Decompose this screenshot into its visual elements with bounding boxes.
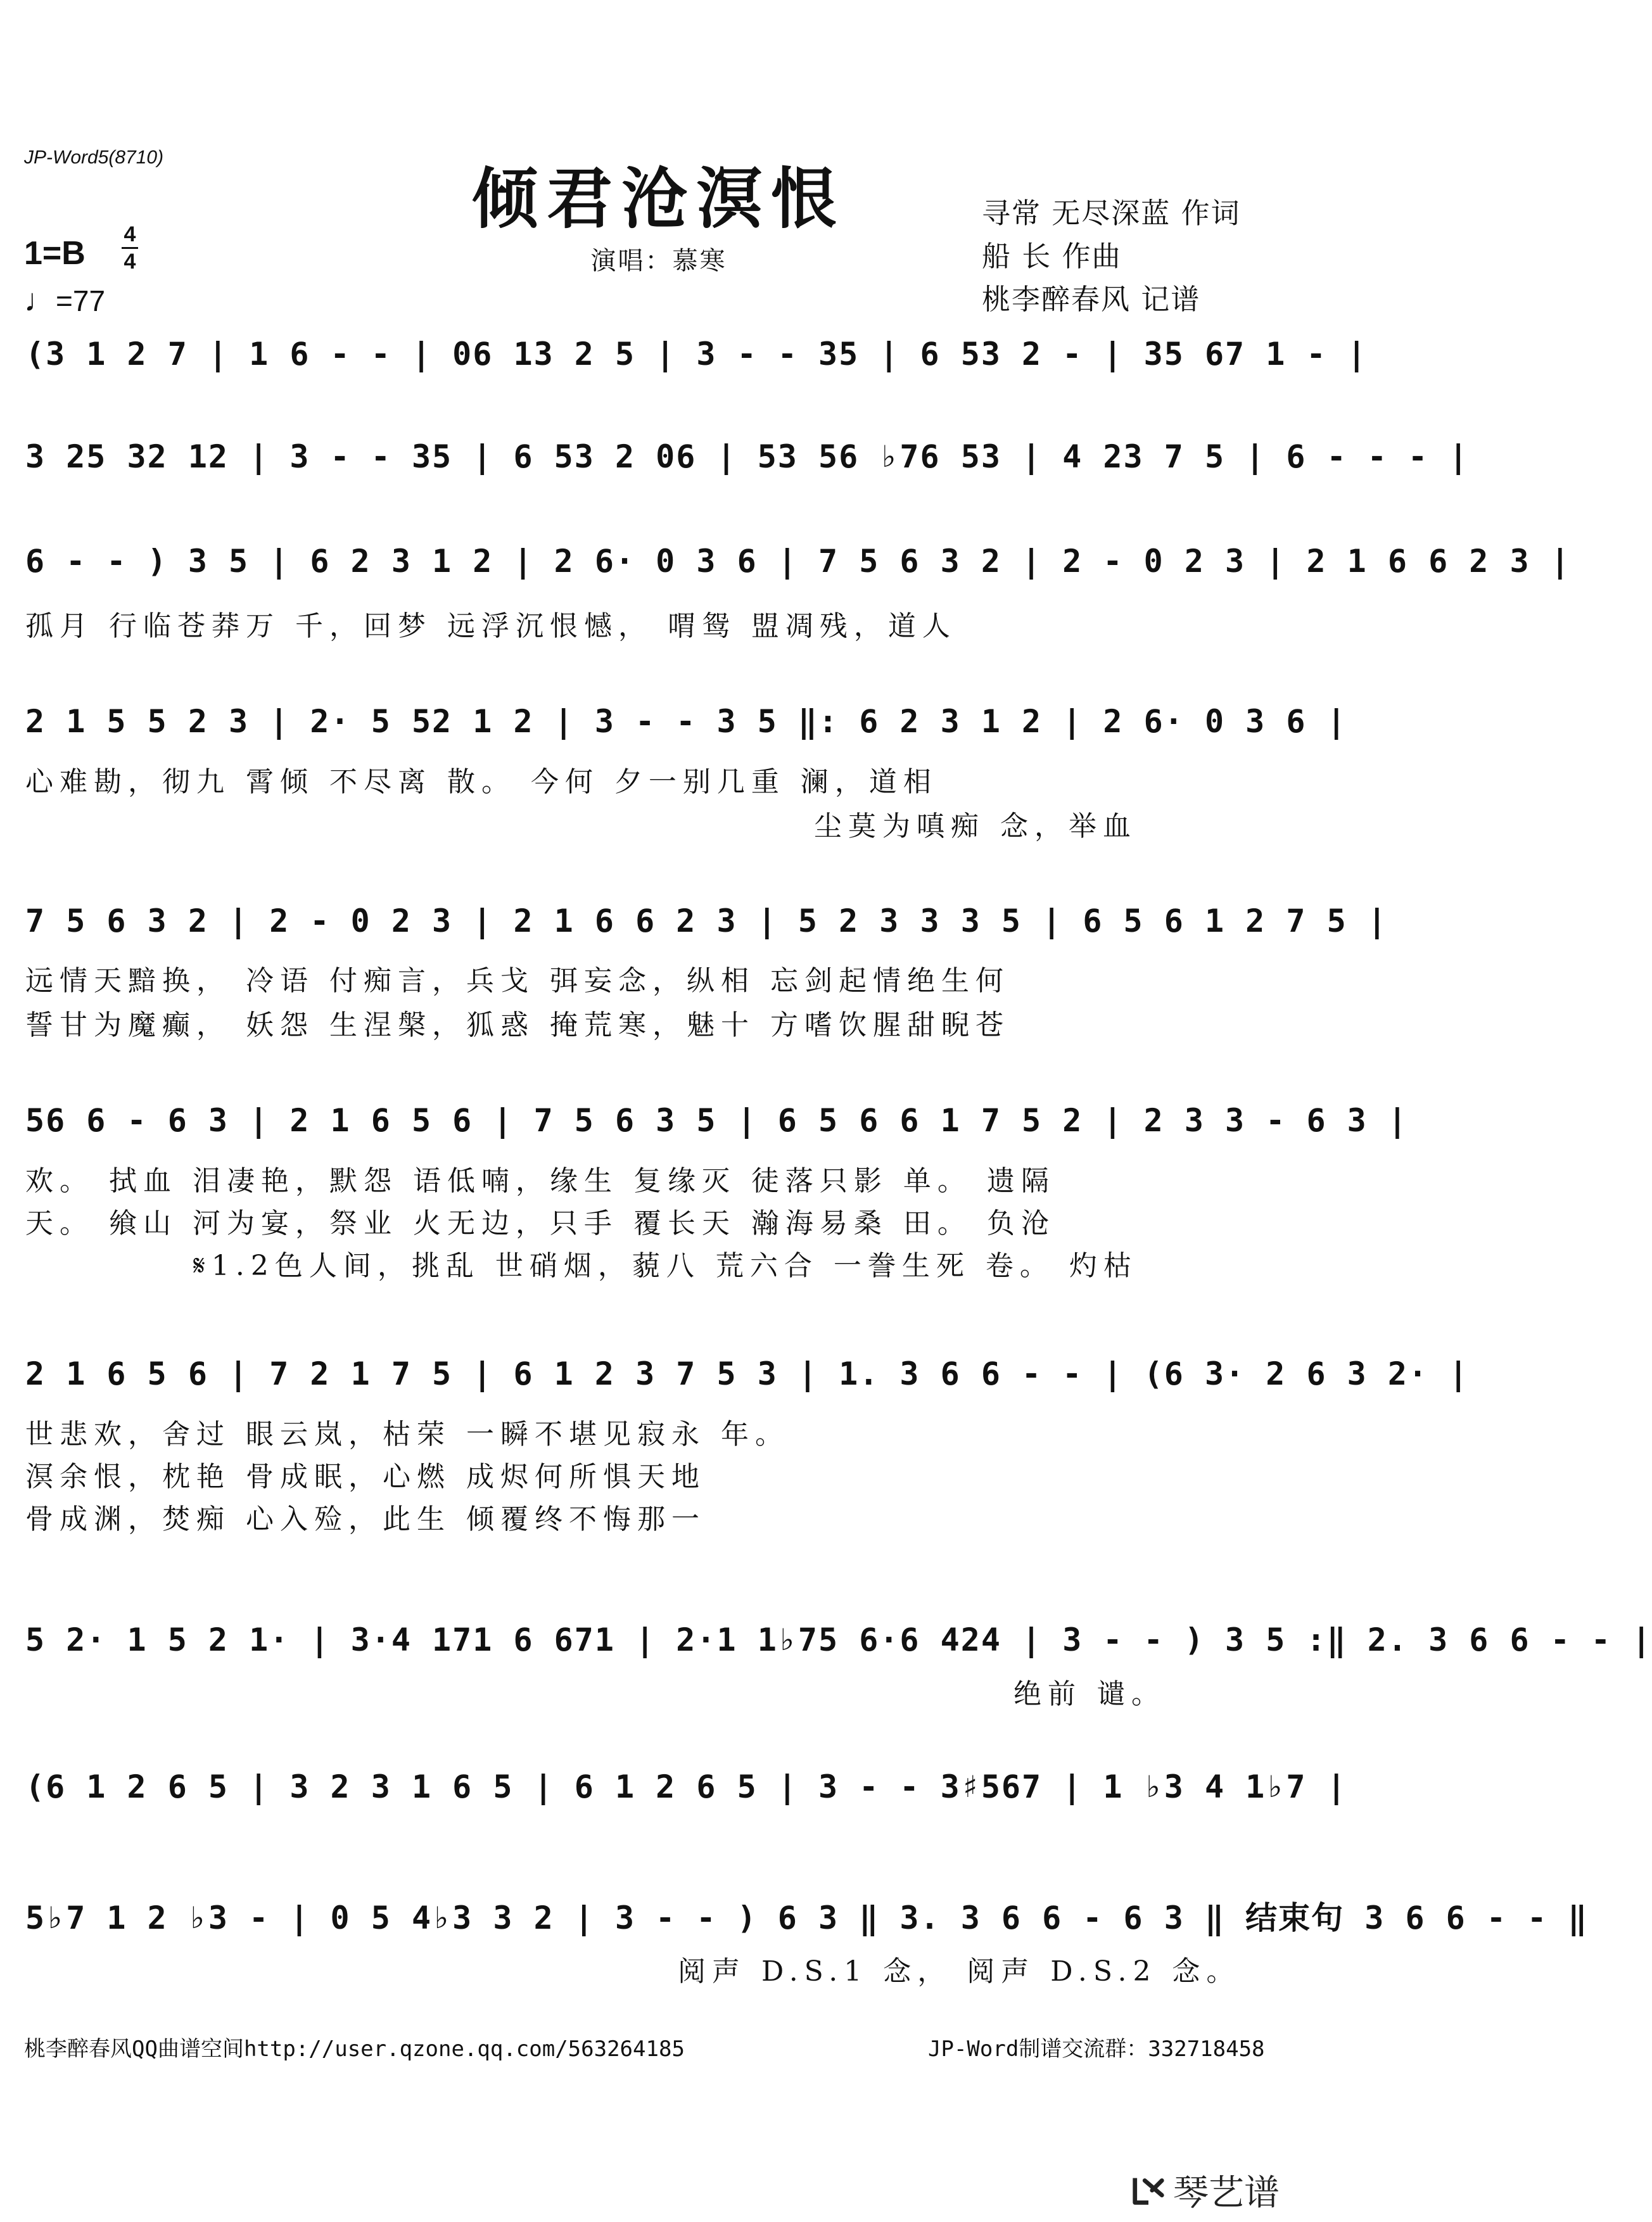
quarter-note-icon: ♩ [24, 283, 56, 318]
logo-text: 琴艺谱 [1173, 2173, 1280, 2214]
score-line-2-notes: 3 25 32 12 | 3 - - 35 | 6 53 2 06 | 53 56 ♭76 53 | 4 23 7 5 | 6 - - - | [25, 438, 1470, 475]
song-title: 倾君沧溟恨 [471, 160, 846, 238]
score-line-6-notes: 56 6 - 6 3 | 2 1 6 5 6 | 7 5 6 3 5 | 6 5 6 6 1 7 5 2 | 2 3 3 - 6 3 | [25, 1102, 1408, 1139]
score-line-9-notes: (6 1 2 6 5 | 3 2 3 1 6 5 | 6 1 2 6 5 | 3 - - 3♯567 | 1 ♭3 4 1♭7 | [25, 1768, 1347, 1805]
time-signature-bottom: 4 [124, 250, 136, 274]
site-logo [1130, 2165, 1280, 2216]
score-line-4-notes: 2 1 5 5 2 3 | 2· 5 52 1 2 | 3 - - 3 5 ‖: 6 2 3 1 2 | 2 6· 0 3 6 | [25, 703, 1347, 740]
score-line-8-notes: 5 2· 1 5 2 1· | 3·4 171 6 671 | 2·1 1♭75 6·6 424 | 3 - - ) 3 5 :‖ 2. 3 6 6 - - | [25, 1622, 1652, 1658]
score-line-4-lyric-1: 心难勘，彻九 霄倾 不尽离 散。 今何 夕一别几重 澜，道相 [25, 766, 937, 798]
score-line-8-lyric-1: 绝前 谴。 [1013, 1678, 1166, 1710]
software-label: JP-Word5(8710) [24, 147, 164, 168]
score-line-6-lyric-3: 𝄋1.2色人间，挑乱 世硝烟，藐八 荒六合 一誊生死 卷。 灼枯 [193, 1250, 1138, 1282]
footer-right-text: JP-Word制谱交流群：332718458 [928, 2036, 1265, 2062]
score-line-7-notes: 2 1 6 5 6 | 7 2 1 7 5 | 6 1 2 3 7 5 3 | 1. 3 6 6 - - | (6 3· 2 6 3 2· | [25, 1355, 1470, 1392]
score-line-6-lyric-2: 天。 飨山 河为宴，祭业 火无边，只手 覆长天 瀚海易桑 田。 负沧 [25, 1207, 1055, 1240]
score-line-3-notes: 6 - - ) 3 5 | 6 2 3 1 2 | 2 6· 0 3 6 | 7 5 6 3 2 | 2 - 0 2 3 | 2 1 6 6 2 3 | [25, 543, 1571, 580]
time-signature-top: 4 [124, 222, 136, 246]
time-signature [122, 223, 138, 273]
time-signature-bar [122, 247, 138, 249]
transcriber-credit: 桃李醉春风 记谱 [982, 283, 1201, 316]
score-line-5-lyric-2: 誓甘为魔癫， 妖怨 生涅槃，狐惑 掩荒寒，魅十 方嗜饮腥甜睨苍 [25, 1009, 1010, 1041]
footer-left-text: 桃李醉春风QQ曲谱空间http://user.qzone.qq.com/563264185 [24, 2036, 685, 2062]
score-line-10-notes: 5♭7 1 2 ♭3 - | 0 5 4♭3 3 2 | 3 - - ) 6 3 ‖ 3. 3 6 6 - 6 3 ‖ 结束句 3 6 6 - - ‖ [25, 1900, 1589, 1936]
score-line-1-notes: (3 1 2 7 | 1 6 - - | 06 13 2 5 | 3 - - 35 | 6 53 2 - | 35 67 1 - | [25, 336, 1368, 372]
score-line-5-notes: 7 5 6 3 2 | 2 - 0 2 3 | 2 1 6 6 2 3 | 5 2 3 3 3 5 | 6 5 6 1 2 7 5 | [25, 903, 1388, 939]
score-line-7-lyric-1: 世悲欢，舍过 眼云岚，枯荣 一瞬不堪见寂永 年。 [25, 1418, 789, 1451]
key-signature: 1=B [24, 235, 86, 272]
score-line-3-lyric-1: 孤月 行临苍莽万 千，回梦 远浮沉恨憾， 喟鸳 盟凋残，道人 [25, 610, 956, 642]
tempo-marking [24, 282, 105, 319]
score-line-7-lyric-2: 溟余恨，枕艳 骨成眠，心燃 成烬何所惧天地 [25, 1461, 706, 1493]
score-line-7-lyric-3: 骨成渊，焚痴 心入殓，此生 倾覆终不悔那一 [25, 1503, 706, 1535]
score-line-6-lyric-1: 欢。 拭血 泪凄艳，默怨 语低喃，缘生 复缘灭 徒落只影 单。 遗隔 [25, 1165, 1055, 1197]
lyricist-credit: 寻常 无尽深蓝 作词 [982, 196, 1241, 230]
score-line-5-lyric-1: 远情天黯换， 冷语 付痴言，兵戈 弭妄念，纵相 忘剑起情绝生何 [25, 965, 1010, 997]
composer-credit: 船 长 作曲 [982, 239, 1122, 273]
singer-label: 演唱：慕寒 [590, 246, 727, 276]
score-line-4-lyric-2: 尘莫为嗔痴 念，举血 [814, 810, 1137, 842]
score-line-10-lyric-1: 阅声 D.S.1 念， 阅声 D.S.2 念。 [678, 1955, 1241, 1988]
tempo-value: =77 [56, 284, 106, 317]
logo-mark-icon [1130, 2172, 1167, 2209]
